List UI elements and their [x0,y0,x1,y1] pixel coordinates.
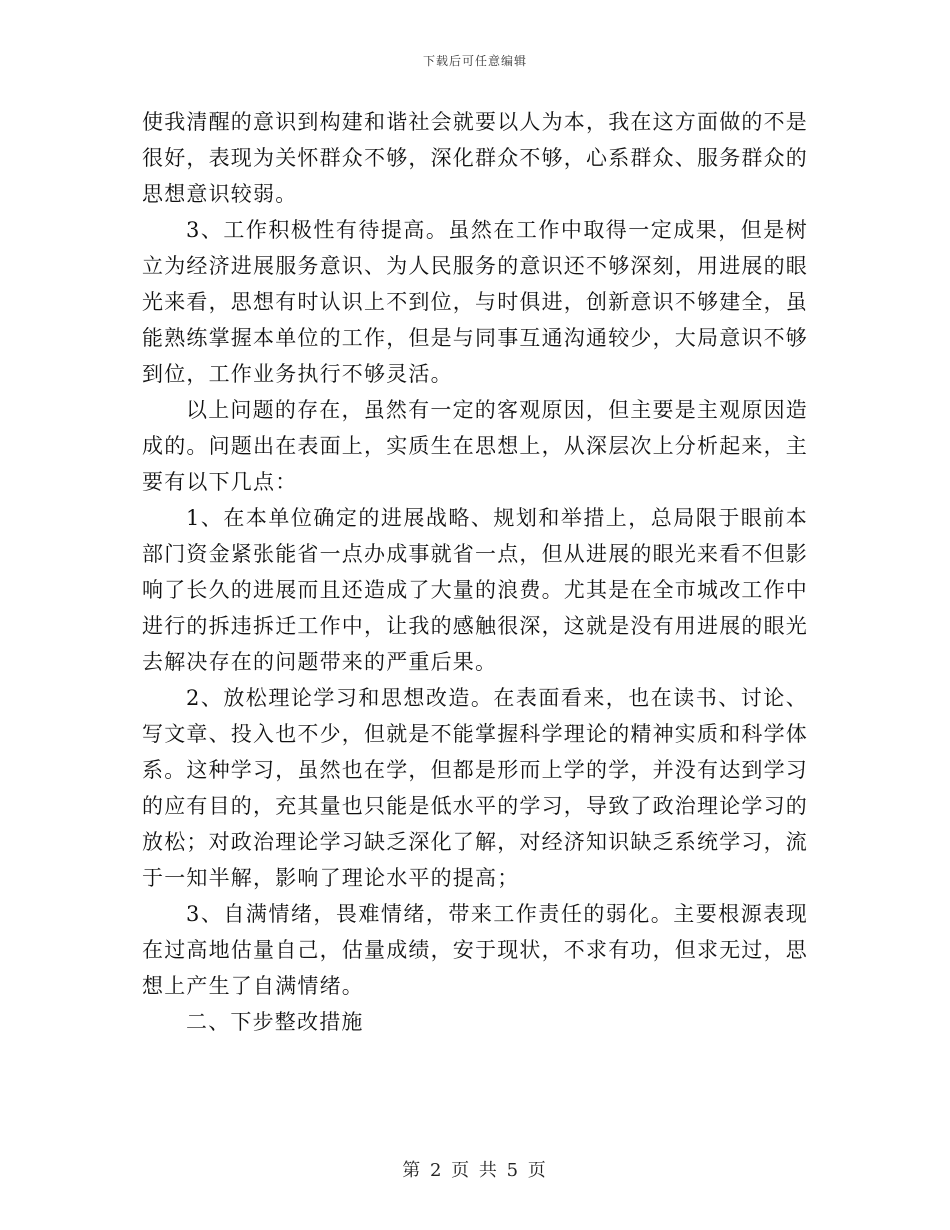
section-heading-rectification: 二、下步整改措施 [186,1010,364,1034]
paragraph-cause-1: 1、在本单位确定的进展战略、规划和举措上，总局限于眼前本部门资金紧张能省一点办成事就省一点，但从进展的眼光来看不但影响了长久的进展而且还造成了大量的浪费。尤其是在全市城改工作中进行的拆违拆迁工作中，让我的感触很深，这就是没有用进展的眼光去解决存在的问题带来的严重后果。 [142,506,808,674]
paragraph-cause-3: 3、自满情绪，畏难情绪，带来工作责任的弱化。主要根源表现在过高地估量自己，估量成绩，安于现状，不求有功，但求无过，思想上产生了自满情绪。 [142,902,808,998]
paragraph-cause-2: 2、放松理论学习和思想改造。在表面看来，也在读书、讨论、写文章、投入也不少，但就是不能掌握科学理论的精神实质和科学体系。这种学习，虽然也在学，但都是形而上学的学，并没有达到学习的应有目的，充其量也只能是低水平的学习，导致了政治理论学习的放松；对政治理论学习缺乏深化了解，对经济知识缺乏系统学习，流于一知半解，影响了理论水平的提高； [142,686,808,890]
page-number: 第 2 页 共 5 页 [402,1160,548,1181]
paragraph-continuation: 使我清醒的意识到构建和谐社会就要以人为本，我在这方面做的不是很好，表现为关怀群众不够，深化群众不够，心系群众、服务群众的思想意识较弱。 [142,110,808,206]
page-header-note: 下载后可任意编辑 [422,54,527,68]
paragraph-work-enthusiasm: 3、工作积极性有待提高。虽然在工作中取得一定成果，但是树立为经济进展服务意识、为人民服务的意识还不够深刻，用进展的眼光来看，思想有时认识上不到位，与时俱进，创新意识不够建全，虽能熟练掌握本单位的工作，但是与同事互通沟通较少，大局意识不够到位，工作业务执行不够灵活。 [142,218,808,386]
paragraph-root-causes-intro: 以上问题的存在，虽然有一定的客观原因，但主要是主观原因造成的。问题出在表面上，实质生在思想上，从深层次上分析起来，主要有以下几点： [142,398,808,494]
document-body [142,104,808,1040]
